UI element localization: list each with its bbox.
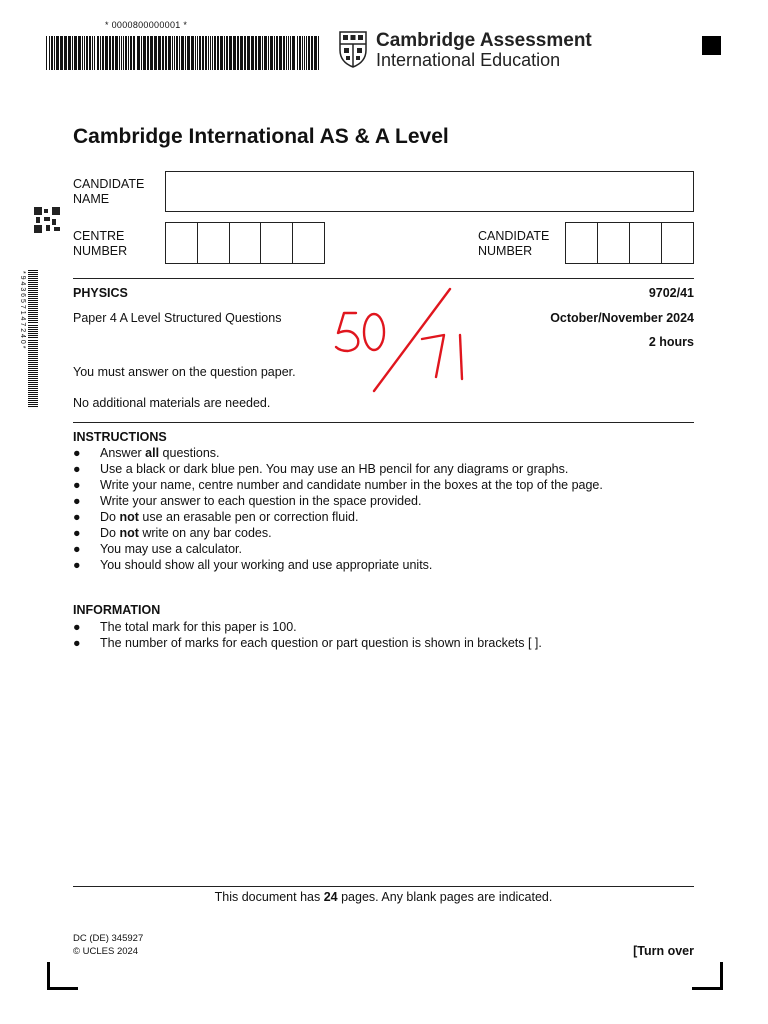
instructions-list <box>73 445 713 573</box>
barcode-bar <box>51 36 53 70</box>
barcode-bar <box>244 36 246 70</box>
side-barcode-bar <box>28 386 38 387</box>
side-barcode-bar <box>28 406 38 407</box>
barcode-bar <box>288 36 289 70</box>
side-barcode <box>28 270 38 408</box>
qualification-title: Cambridge International AS & A Level <box>73 125 449 148</box>
side-barcode-bar <box>28 290 38 291</box>
footer-divider <box>73 886 694 887</box>
barcode-bar <box>97 36 99 70</box>
barcode-bar <box>143 36 146 70</box>
barcode-bar <box>46 36 47 70</box>
barcode-bar <box>199 36 201 70</box>
instruction-item-text: You should show all your working and use appropriate units. <box>100 558 433 572</box>
barcode-bar <box>72 36 73 70</box>
barcode-bar <box>299 36 301 70</box>
centre-number-label: CENTRE NUMBER <box>73 229 128 258</box>
side-barcode-bar <box>28 288 38 289</box>
barcode-bar <box>121 36 122 70</box>
page-count-pre: This document has <box>214 890 324 904</box>
barcode-bar <box>270 36 273 70</box>
barcode-bar <box>214 36 216 70</box>
barcode-bar <box>158 36 161 70</box>
side-barcode-bar <box>28 331 38 332</box>
barcode-bar <box>133 36 135 70</box>
subject-name: PHYSICS <box>73 286 128 300</box>
bullet-icon: ● <box>73 620 81 634</box>
barcode-bar <box>197 36 198 70</box>
side-barcode-bar <box>28 314 38 315</box>
side-barcode-bar <box>28 358 38 359</box>
barcode-bar <box>308 36 310 70</box>
barcode-number: * 0000800000001 * <box>105 20 188 30</box>
side-barcode-bar <box>28 312 38 313</box>
side-barcode-bar <box>28 342 38 343</box>
corner-mark <box>692 962 723 990</box>
barcode-bar <box>302 36 303 70</box>
barcode-bar <box>276 36 278 70</box>
exam-session: October/November 2024 <box>550 311 694 325</box>
barcode-bar <box>162 36 164 70</box>
barcode-bar <box>109 36 111 70</box>
side-barcode-bar <box>28 368 38 369</box>
bullet-icon: ● <box>73 636 81 650</box>
barcode-bar <box>100 36 101 70</box>
side-barcode-bar <box>28 362 38 363</box>
barcode-bar <box>262 36 263 70</box>
barcode-bar <box>205 36 207 70</box>
barcode-bar <box>128 36 129 70</box>
barcode-bar <box>210 36 211 70</box>
bullet-icon: ● <box>73 446 81 460</box>
information-heading: INFORMATION <box>73 603 161 617</box>
instruction-item-text: questions. <box>159 446 220 460</box>
instruction-item-emphasis: not <box>119 510 139 524</box>
instruction-item-text: Do <box>100 526 120 540</box>
side-barcode-bar <box>28 394 38 395</box>
side-barcode-bar <box>28 392 38 393</box>
side-barcode-bar <box>28 298 38 299</box>
barcode-bar <box>297 36 298 70</box>
barcode <box>46 36 320 70</box>
centre-number-cell[interactable] <box>293 223 324 263</box>
barcode-bar <box>286 36 287 70</box>
information-list <box>73 619 713 651</box>
centre-number-cell[interactable] <box>166 223 198 263</box>
barcode-bar <box>150 36 153 70</box>
barcode-bar <box>102 36 104 70</box>
barcode-bar <box>185 36 186 70</box>
instruction-item <box>73 541 713 557</box>
barcode-bar <box>251 36 254 70</box>
barcode-bar <box>130 36 132 70</box>
instruction-item <box>73 557 713 573</box>
information-item-text: The number of marks for each question or part question is shown in brackets [ ]. <box>100 636 542 650</box>
barcode-bar <box>229 36 232 70</box>
information-item-text: The total mark for this paper is 100. <box>100 620 297 634</box>
barcode-bar <box>220 36 223 70</box>
bullet-icon: ● <box>73 542 81 556</box>
barcode-bar <box>123 36 124 70</box>
barcode-bar <box>212 36 213 70</box>
side-barcode-bar <box>28 310 38 311</box>
barcode-bar <box>274 36 275 70</box>
instruction-item-text: Write your answer to each question in the space provided. <box>100 494 422 508</box>
side-barcode-bar <box>28 280 38 281</box>
barcode-bar <box>115 36 118 70</box>
side-barcode-bar <box>28 398 38 399</box>
instructions-heading: INSTRUCTIONS <box>73 430 167 444</box>
barcode-bar <box>258 36 261 70</box>
side-barcode-bar <box>28 306 38 307</box>
barcode-bar <box>112 36 114 70</box>
barcode-bar <box>60 36 63 70</box>
materials-note: No additional materials are needed. <box>73 396 271 410</box>
side-barcode-bar <box>28 356 38 357</box>
instruction-item-emphasis: all <box>145 446 160 460</box>
barcode-bar <box>306 36 307 70</box>
barcode-bar <box>191 36 194 70</box>
turn-over: [Turn over <box>633 944 694 958</box>
barcode-bar <box>86 36 88 70</box>
side-barcode-bar <box>28 346 38 347</box>
centre-number-cell[interactable] <box>198 223 230 263</box>
barcode-bar <box>237 36 239 70</box>
side-barcode-bar <box>28 316 38 317</box>
barcode-bar <box>304 36 305 70</box>
barcode-bar <box>78 36 81 70</box>
side-barcode-bar <box>28 292 38 293</box>
barcode-bar <box>314 36 317 70</box>
barcode-bar <box>318 36 319 70</box>
barcode-bar <box>125 36 127 70</box>
side-barcode-bar <box>28 400 38 401</box>
barcode-bar <box>176 36 178 70</box>
side-barcode-bar <box>28 325 38 326</box>
page-count-note <box>73 890 694 904</box>
bullet-icon: ● <box>73 494 81 508</box>
side-barcode-bar <box>28 284 38 285</box>
handwritten-score-strokes <box>330 285 470 395</box>
side-barcode-bar <box>28 322 38 323</box>
handwritten-score <box>330 285 470 395</box>
side-barcode-bar <box>28 276 38 277</box>
centre-number-cell[interactable] <box>230 223 262 263</box>
information-item <box>73 619 713 635</box>
side-barcode-bar <box>28 337 38 338</box>
barcode-bar <box>311 36 313 70</box>
side-barcode-bar <box>28 282 38 283</box>
barcode-bar <box>74 36 77 70</box>
barcode-bar <box>264 36 267 70</box>
side-barcode-bar <box>28 270 38 271</box>
side-barcode-bar <box>28 360 38 361</box>
barcode-bar <box>247 36 250 70</box>
paper-code: 9702/41 <box>648 286 694 300</box>
side-barcode-bar <box>28 380 38 381</box>
bullet-icon: ● <box>73 558 81 572</box>
barcode-bar <box>292 36 295 70</box>
barcode-bar <box>68 36 71 70</box>
barcode-bar <box>181 36 184 70</box>
barcode-bar <box>56 36 59 70</box>
side-barcode-bar <box>28 388 38 389</box>
side-barcode-bar <box>28 354 38 355</box>
instruction-item <box>73 525 713 541</box>
barcode-bar <box>268 36 269 70</box>
barcode-bar <box>226 36 228 70</box>
side-barcode-bar <box>28 376 38 377</box>
barcode-bar <box>187 36 190 70</box>
side-barcode-bar <box>28 372 38 373</box>
side-barcode-bar <box>28 396 38 397</box>
side-barcode-bar <box>28 382 38 383</box>
instruction-item <box>73 477 713 493</box>
side-barcode-bar <box>28 374 38 375</box>
side-barcode-bar <box>28 286 38 287</box>
side-barcode-bar <box>28 278 38 279</box>
copyright: © UCLES 2024 <box>73 946 139 957</box>
barcode-bar <box>174 36 175 70</box>
side-barcode-bar <box>28 350 38 351</box>
candidate-number-cell[interactable] <box>630 223 662 263</box>
candidate-number-cell[interactable] <box>566 223 598 263</box>
instruction-item <box>73 509 713 525</box>
barcode-bar <box>94 36 95 70</box>
centre-number-field[interactable] <box>165 222 325 264</box>
barcode-bar <box>202 36 204 70</box>
instruction-item <box>73 445 713 461</box>
barcode-bar <box>168 36 171 70</box>
corner-mark <box>47 962 78 990</box>
barcode-bar <box>195 36 196 70</box>
instruction-item-text: use an erasable pen or correction fluid. <box>138 510 359 524</box>
instruction-item-text: Answer <box>100 446 146 460</box>
side-barcode-bar <box>28 364 38 365</box>
barcode-bar <box>279 36 282 70</box>
side-barcode-bar <box>28 329 38 330</box>
instruction-item <box>73 493 713 509</box>
side-barcode-bar <box>28 296 38 297</box>
side-barcode-bar <box>28 300 38 301</box>
side-barcode-bar <box>28 272 38 273</box>
barcode-bar <box>233 36 236 70</box>
barcode-bar <box>82 36 83 70</box>
candidate-number-label: CANDIDATE NUMBER <box>478 229 550 258</box>
side-barcode-bar <box>28 308 38 309</box>
bullet-icon: ● <box>73 478 81 492</box>
side-barcode-bar <box>28 304 38 305</box>
answer-note: You must answer on the question paper. <box>73 365 296 379</box>
page-count-post: pages. Any blank pages are indicated. <box>337 890 553 904</box>
side-barcode-bar <box>28 294 38 295</box>
dc-code: DC (DE) 345927 <box>73 933 144 944</box>
barcode-bar <box>165 36 167 70</box>
barcode-bar <box>137 36 140 70</box>
barcode-bar <box>224 36 225 70</box>
cambridge-crest-icon <box>338 30 368 68</box>
instruction-item-text: You may use a calculator. <box>100 542 242 556</box>
candidate-number-field[interactable] <box>565 222 694 264</box>
barcode-bar <box>49 36 50 70</box>
instruction-item-text: write on any bar codes. <box>138 526 272 540</box>
barcode-bar <box>283 36 285 70</box>
bullet-icon: ● <box>73 510 81 524</box>
instruction-item-text: Do <box>100 510 120 524</box>
barcode-bar <box>105 36 108 70</box>
qr-code-icon <box>34 207 60 233</box>
barcode-bar <box>290 36 291 70</box>
information-item <box>73 635 713 651</box>
centre-number-cell[interactable] <box>261 223 293 263</box>
side-barcode-bar <box>28 390 38 391</box>
barcode-bar <box>54 36 55 70</box>
side-barcode-bar <box>28 333 38 334</box>
barcode-bar <box>89 36 91 70</box>
logo-line2: International Education <box>376 50 561 70</box>
candidate-number-cell[interactable] <box>598 223 630 263</box>
barcode-bar <box>119 36 120 70</box>
side-barcode-bar <box>28 340 38 341</box>
candidate-name-label: CANDIDATE NAME <box>73 177 145 206</box>
barcode-bar <box>217 36 219 70</box>
instruction-item <box>73 461 713 477</box>
side-barcode-bar <box>28 274 38 275</box>
barcode-bar <box>208 36 209 70</box>
instruction-item-text: Use a black or dark blue pen. You may use an HB pencil for any diagrams or graphs. <box>100 462 569 476</box>
side-barcode-bar <box>28 320 38 321</box>
instruction-item-text: Write your name, centre number and candidate number in the boxes at the top of the page. <box>100 478 603 492</box>
barcode-bar <box>172 36 173 70</box>
exam-duration: 2 hours <box>648 335 694 349</box>
side-barcode-bar <box>28 404 38 405</box>
side-barcode-bar <box>28 352 38 353</box>
side-barcode-bar <box>28 366 38 367</box>
side-barcode-bar <box>28 370 38 371</box>
barcode-bar <box>64 36 67 70</box>
barcode-bar <box>84 36 85 70</box>
instruction-item-emphasis: not <box>119 526 139 540</box>
barcode-bar <box>255 36 257 70</box>
side-barcode-bar <box>28 327 38 328</box>
candidate-number-cell[interactable] <box>662 223 693 263</box>
side-barcode-bar <box>28 384 38 385</box>
page-count: 24 <box>323 890 338 904</box>
side-barcode-digits: * 9 4 3 6 5 7 1 4 7 2 4 0 * <box>19 271 26 349</box>
side-barcode-bar <box>28 335 38 336</box>
divider <box>73 422 694 423</box>
paper-name: Paper 4 A Level Structured Questions <box>73 311 282 325</box>
side-barcode-bar <box>28 348 38 349</box>
barcode-bar <box>240 36 243 70</box>
side-barcode-bar <box>28 302 38 303</box>
logo-line1: Cambridge Assessment <box>376 30 592 51</box>
barcode-bar <box>147 36 149 70</box>
side-barcode-bar <box>28 318 38 319</box>
barcode-bar <box>92 36 93 70</box>
barcode-bar <box>154 36 157 70</box>
barcode-bar <box>179 36 180 70</box>
candidate-name-field[interactable] <box>165 171 694 212</box>
side-barcode-bar <box>28 378 38 379</box>
side-barcode-bar <box>28 344 38 345</box>
divider <box>73 278 694 279</box>
bullet-icon: ● <box>73 462 81 476</box>
side-barcode-bar <box>28 402 38 403</box>
barcode-bar <box>141 36 142 70</box>
bullet-icon: ● <box>73 526 81 540</box>
registration-square <box>702 36 721 55</box>
